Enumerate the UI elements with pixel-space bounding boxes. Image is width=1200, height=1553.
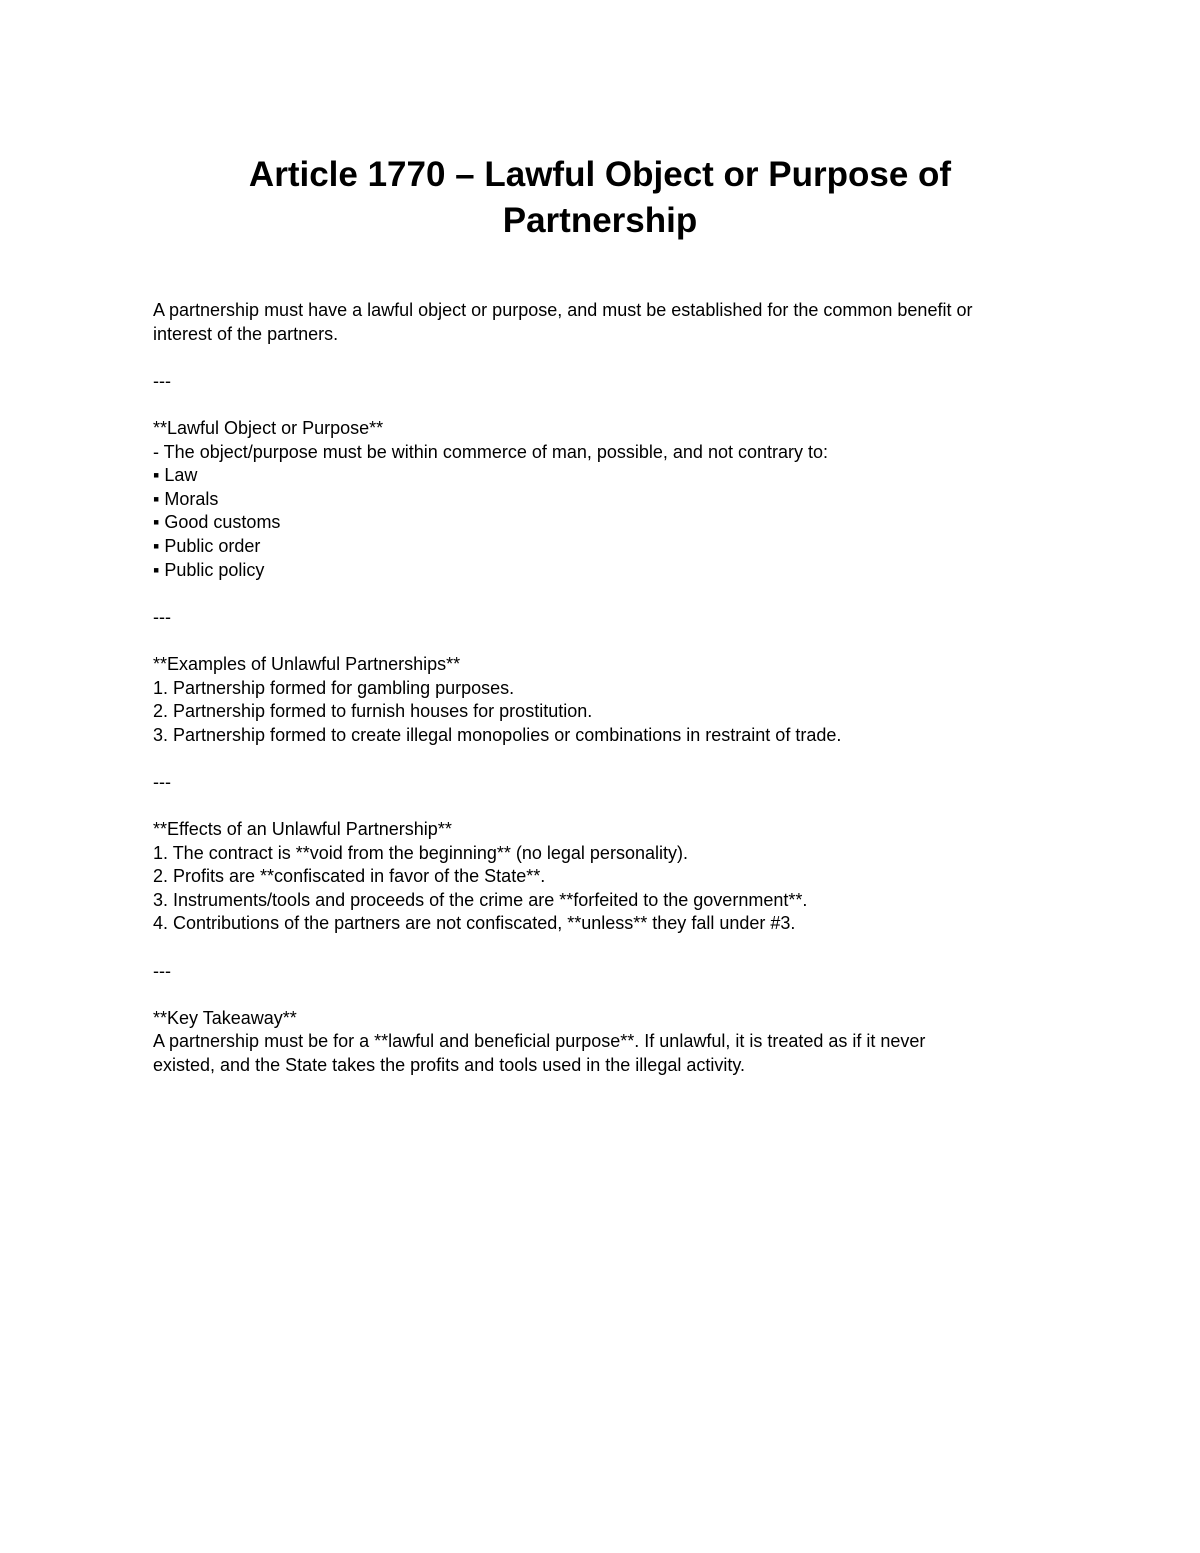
- page-title-line: Partnership: [502, 201, 698, 240]
- document-body: [153, 299, 1053, 1078]
- lawful-object-section: [153, 417, 1053, 582]
- bullet-item: ▪ Morals: [153, 488, 219, 509]
- blank-line: [153, 936, 1053, 960]
- bullet-item: ▪ Good customs: [153, 512, 281, 533]
- blank-line: [153, 794, 1053, 818]
- effects-section: [153, 818, 1053, 936]
- bullet-item: ▪ Public order: [153, 535, 261, 556]
- numbered-item: 1. The contract is **void from the beginning** (no legal personality).: [153, 842, 688, 863]
- takeaway-line: A partnership must be for a **lawful and beneficial purpose**. If unlawful, it is treated as if it never: [153, 1031, 926, 1052]
- takeaway-section: [153, 1007, 1053, 1078]
- bullet-item: ▪ Law: [153, 465, 198, 486]
- blank-line: [153, 747, 1053, 771]
- intro-line: A partnership must have a lawful object or purpose, and must be established for the common benefit or: [153, 300, 973, 320]
- numbered-item: 4. Contributions of the partners are not confiscated, **unless** they fall under #3.: [153, 913, 796, 934]
- page-title: [150, 152, 1050, 244]
- section-separator: ---: [153, 606, 171, 627]
- numbered-item: 2. Partnership formed to furnish houses for prostitution.: [153, 701, 593, 722]
- page-title-line: Article 1770 – Lawful Object or Purpose of: [248, 155, 952, 194]
- section-separator: ---: [153, 370, 171, 391]
- section-separator: ---: [153, 960, 171, 981]
- blank-line: [153, 983, 1053, 1007]
- bullet-item: ▪ Public policy: [153, 559, 265, 580]
- numbered-item: 3. Partnership formed to create illegal monopolies or combinations in restraint of trade.: [153, 724, 842, 745]
- section-lead: - The object/purpose must be within commerce of man, possible, and not contrary to:: [153, 441, 828, 462]
- intro-paragraph: [153, 299, 1053, 346]
- numbered-item: 1. Partnership formed for gambling purposes.: [153, 677, 515, 698]
- section-heading: **Examples of Unlawful Partnerships**: [153, 653, 461, 674]
- examples-section: [153, 653, 1053, 747]
- blank-line: [153, 582, 1053, 606]
- numbered-item: 2. Profits are **confiscated in favor of the State**.: [153, 866, 546, 887]
- numbered-item: 3. Instruments/tools and proceeds of the crime are **forfeited to the government**.: [153, 889, 808, 910]
- section-separator: ---: [153, 771, 171, 792]
- section-heading: **Key Takeaway**: [153, 1007, 297, 1028]
- blank-line: [153, 393, 1053, 417]
- blank-line: [153, 346, 1053, 370]
- section-heading: **Lawful Object or Purpose**: [153, 417, 384, 438]
- blank-line: [153, 629, 1053, 653]
- intro-line: interest of the partners.: [153, 323, 339, 344]
- section-heading: **Effects of an Unlawful Partnership**: [153, 819, 452, 840]
- takeaway-line: existed, and the State takes the profits and tools used in the illegal activity.: [153, 1055, 746, 1075]
